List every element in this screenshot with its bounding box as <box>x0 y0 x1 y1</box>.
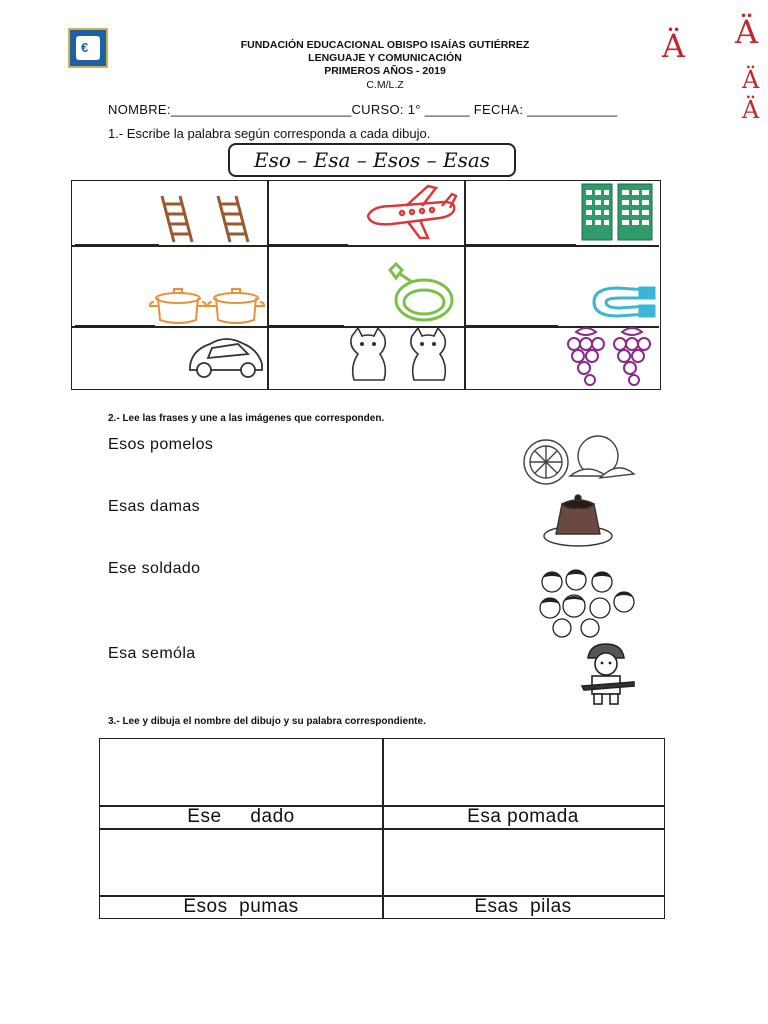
answer-line[interactable] <box>466 325 558 327</box>
decorative-letter-icon: Ä <box>742 66 760 94</box>
answer-line[interactable] <box>466 244 576 246</box>
decorative-letter-icon: Ä <box>742 96 760 124</box>
phrase-1[interactable]: Esos pomelos <box>108 436 214 453</box>
answer-line[interactable] <box>268 325 344 327</box>
ladders-icon <box>158 192 268 246</box>
answer-line[interactable] <box>268 244 348 246</box>
student-info-line: NOMBRE:________________________CURSO: 1° ______ FECHA: ____________ <box>108 102 618 117</box>
drawing-area-2[interactable] <box>383 740 663 804</box>
ladies-icon <box>536 566 638 640</box>
caption-4: Esas pilas <box>474 896 572 917</box>
ring-icon <box>384 262 460 326</box>
teacher-initials: C.M/L.Z <box>366 79 404 91</box>
soldier-icon <box>576 640 638 708</box>
drawing-area-4[interactable] <box>383 829 663 893</box>
buildings-icon <box>578 182 656 242</box>
caption-1: Ese dado <box>187 806 295 827</box>
answer-line[interactable] <box>75 244 159 246</box>
drawing-area-1[interactable] <box>101 740 381 804</box>
phrase-4[interactable]: Esa semóla <box>108 645 196 662</box>
magnet-icon <box>588 282 662 322</box>
drawing-area-3[interactable] <box>101 829 381 893</box>
pots-icon <box>150 286 266 328</box>
decorative-letter-icon: Ä <box>662 27 686 65</box>
caption-2: Esa pomada <box>467 806 579 827</box>
caption-3: Esos pumas <box>183 896 299 917</box>
pudding-icon <box>540 492 616 550</box>
decorative-letter-icon: Ä <box>735 13 759 51</box>
phrase-3[interactable]: Ese soldado <box>108 560 201 577</box>
grapefruit-icon <box>518 434 638 488</box>
section2-instruction: 2.- Lee las frases y une a las imágenes que corresponden. <box>108 413 385 424</box>
section3-instruction: 3.- Lee y dibuja el nombre del dibujo y su palabra correspondiente. <box>108 716 426 727</box>
school-logo: € <box>68 28 108 68</box>
car-icon <box>186 330 266 382</box>
airplane-icon <box>362 184 458 242</box>
kittens-icon <box>344 326 452 386</box>
answer-line[interactable] <box>75 325 155 327</box>
grapes-icon <box>562 324 658 388</box>
phrase-2[interactable]: Esas damas <box>108 498 201 515</box>
school-name: FUNDACIÓN EDUCACIONAL OBISPO ISAÍAS GUTIÉRREZ <box>240 39 530 51</box>
section1-instruction: 1.- Escribe la palabra según corresponda a cada dibujo. <box>108 126 431 141</box>
subject-title: LENGUAJE Y COMUNICACIÓN <box>308 52 462 64</box>
word-bank: Eso – Esa – Esos – Esas <box>228 143 516 177</box>
level-year: PRIMEROS AÑOS - 2019 <box>324 65 446 77</box>
